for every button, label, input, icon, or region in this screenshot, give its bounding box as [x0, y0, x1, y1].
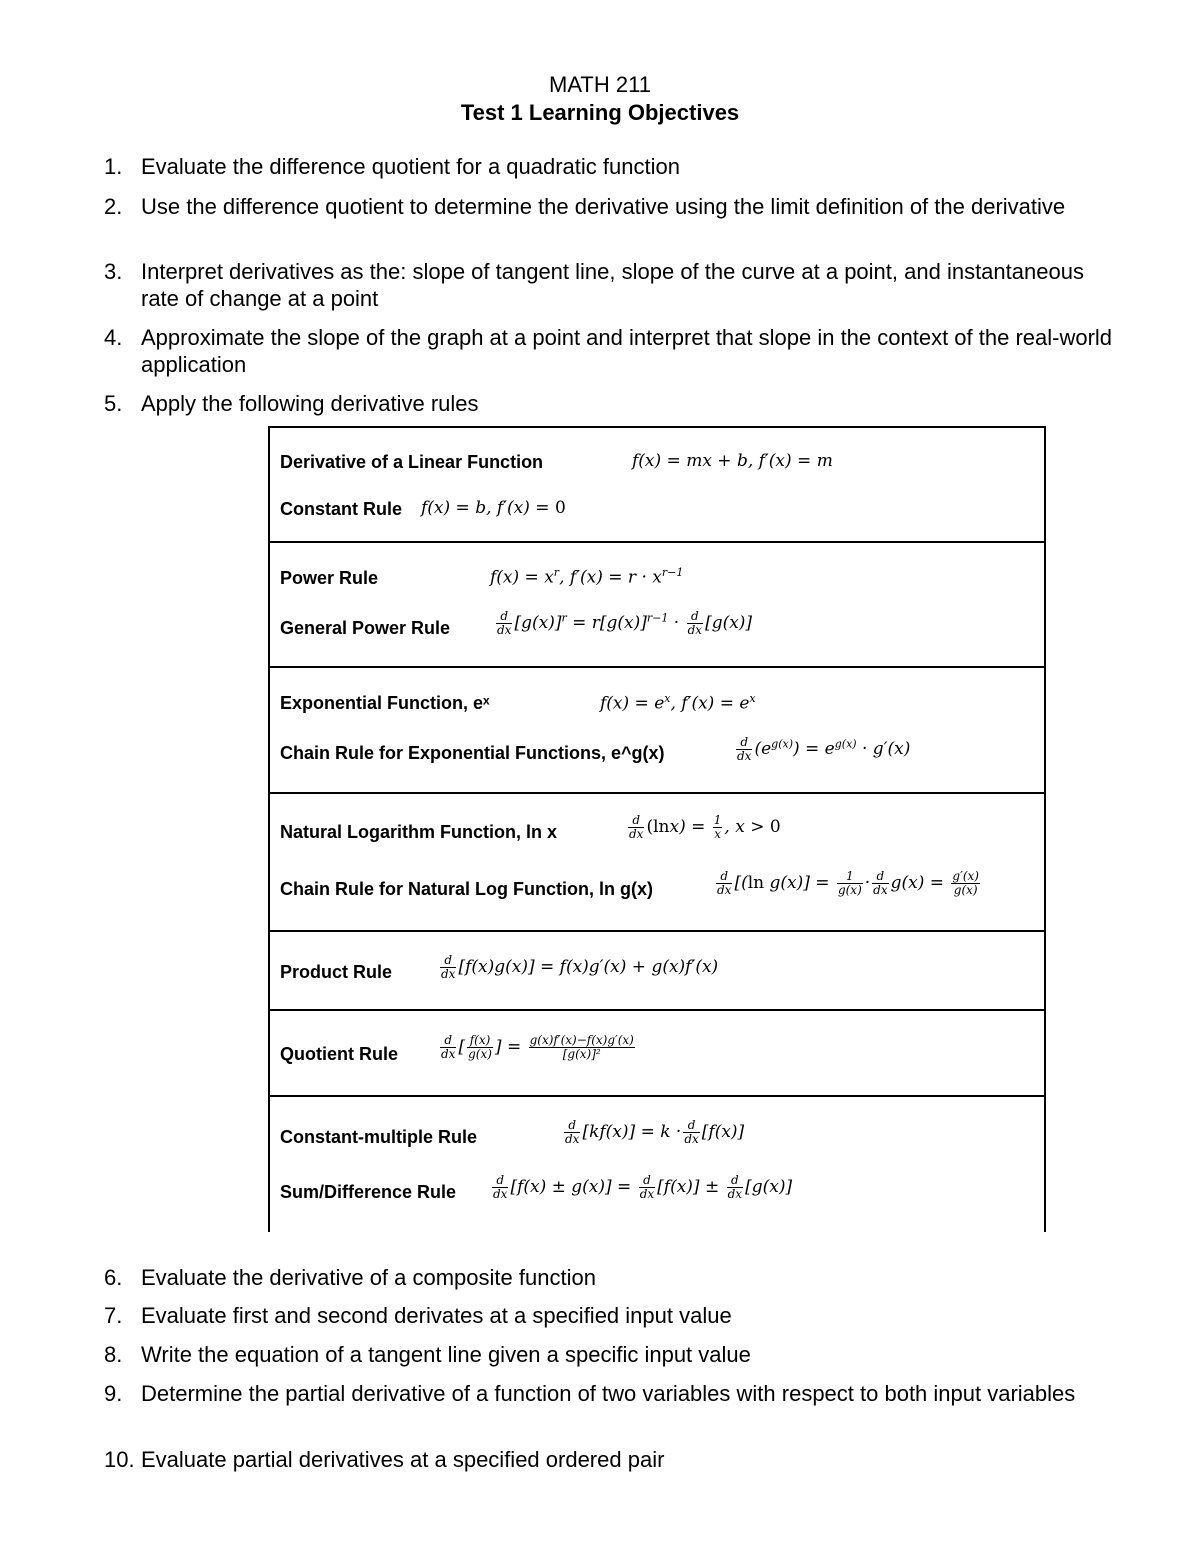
rule-label-chain-ln: Chain Rule for Natural Log Function, ln g(x): [280, 879, 653, 899]
formula-constant-multiple: $\frac{d}{dx}$ [kf(x)] = k · $\frac{d}{dx}$ [f(x)]: [565, 1118, 745, 1146]
formula-exponential: $f(x) = e^x$, $f'(x) = e^x$: [600, 692, 756, 714]
formula-linear: f(x) = mx + b, f′(x) = m: [632, 451, 833, 471]
objective-number: 8.: [104, 1342, 123, 1367]
objective-number: 5.: [104, 391, 123, 416]
rule-label-linear: Derivative of a Linear Function: [280, 452, 544, 472]
rule-label-ln: Natural Logarithm Function, ln x: [280, 822, 558, 842]
formula-sum-difference: $\frac{d}{dx}$ [f(x) ± g(x)] = $\frac{d}{dx}$ [f(x)] ± $\frac{d}{dx}$ [g(x)]: [493, 1173, 793, 1201]
objective-item: [104, 193, 1114, 220]
rule-label-chain-exp: Chain Rule for Exponential Functions, e^g(x): [280, 743, 665, 763]
objective-text: Evaluate the derivative of a composite function: [141, 1265, 596, 1290]
objective-text: Evaluate the difference quotient for a quadratic function: [141, 154, 680, 179]
objective-number: 2.: [104, 194, 123, 219]
page-title: Test 1 Learning Objectives: [460, 100, 740, 125]
table-divider: [268, 1095, 1046, 1097]
objective-number: 4.: [104, 325, 123, 350]
objective-item: [104, 153, 1114, 180]
rule-label-quotient: Quotient Rule: [280, 1044, 398, 1064]
objective-item: [104, 1446, 1114, 1473]
rule-label-general-power: General Power Rule: [280, 618, 451, 638]
table-divider: [268, 792, 1046, 794]
rule-label-exponential: Exponential Function, eˣ: [280, 693, 490, 713]
objective-number: 3.: [104, 259, 123, 284]
formula-power: $f(x) = x^r$, $f'(x) = r \cdot x^{r-1}$: [490, 566, 684, 588]
objective-text: Determine the partial derivative of a function of two variables with respect to both input variables: [141, 1381, 1076, 1406]
table-divider: [268, 666, 1046, 668]
rule-label-product: Product Rule: [280, 962, 393, 982]
objective-number: 6.: [104, 1265, 123, 1290]
formula-quotient: $\frac{d}{dx}$ [ $\frac{f(x)}{g(x)}$ ] = $\frac{g(x)f'(x)-f(x)g'(x)}{\text{[g(x)]²}}$: [441, 1033, 634, 1061]
formula-chain-ln: $\frac{d}{dx}$ [(ln g(x)] = $\frac{1}{g(x)}$ · $\frac{d}{dx}$ g(x) = $\frac{g'(x)}{g(x)}$: [717, 869, 979, 897]
objective-item: [104, 1264, 1114, 1291]
rule-label-power: Power Rule: [280, 568, 379, 588]
formula-constant: f(x) = b, f′(x) = 0: [421, 498, 566, 518]
objective-item: [104, 1341, 1114, 1368]
table-divider: [268, 541, 1046, 543]
objective-text: Apply the following derivative rules: [141, 391, 479, 416]
objective-text: Evaluate partial derivatives at a specified ordered pair: [141, 1447, 665, 1472]
objective-number: 1.: [104, 154, 123, 179]
objective-text: Evaluate first and second derivates at a specified input value: [141, 1303, 732, 1328]
formula-product: $\frac{d}{dx}$ [f(x)g(x)] = f(x)g′(x) + g(x)f′(x): [441, 953, 719, 981]
rule-label-constant: Constant Rule: [280, 499, 403, 519]
table-divider: [268, 1009, 1046, 1011]
rule-label-constant-multiple: Constant-multiple Rule: [280, 1127, 477, 1147]
objective-text: Write the equation of a tangent line given a specific input value: [141, 1342, 751, 1367]
course-title: MATH 211: [549, 72, 651, 97]
objective-number: 7.: [104, 1303, 123, 1328]
objective-item: [104, 258, 1114, 312]
table-divider: [268, 930, 1046, 932]
objective-number: 9.: [104, 1381, 123, 1406]
formula-ln: $\frac{d}{dx}$ (lnx) = $\frac{1}{x}$ , x > 0: [629, 813, 781, 841]
objective-item: [104, 324, 1114, 378]
objective-item: [104, 1302, 1114, 1329]
objective-text: Use the difference quotient to determine the derivative using the limit definition of the derivative: [141, 194, 1066, 219]
objective-text: Interpret derivatives as the: slope of tangent line, slope of the curve at a point, and instantaneous rate of change at a point: [141, 259, 1084, 311]
objective-number: 10.: [104, 1447, 135, 1472]
rule-label-sum-difference: Sum/Difference Rule: [280, 1182, 457, 1202]
formula-general-power: $\frac{d}{dx}$ $[g(x)]^r = r[g(x)]^{r-1}$ · $\frac{d}{dx}$ [g(x)]: [497, 609, 753, 637]
objective-text: Approximate the slope of the graph at a point and interpret that slope in the context of the real-world application: [141, 325, 1113, 377]
formula-chain-exp: $\frac{d}{dx}$ $(e^{g(x)}) = e^{g(x)} \cdot g'(x)$: [737, 735, 911, 763]
objective-item: [104, 1380, 1114, 1407]
objective-item: [104, 390, 1114, 417]
